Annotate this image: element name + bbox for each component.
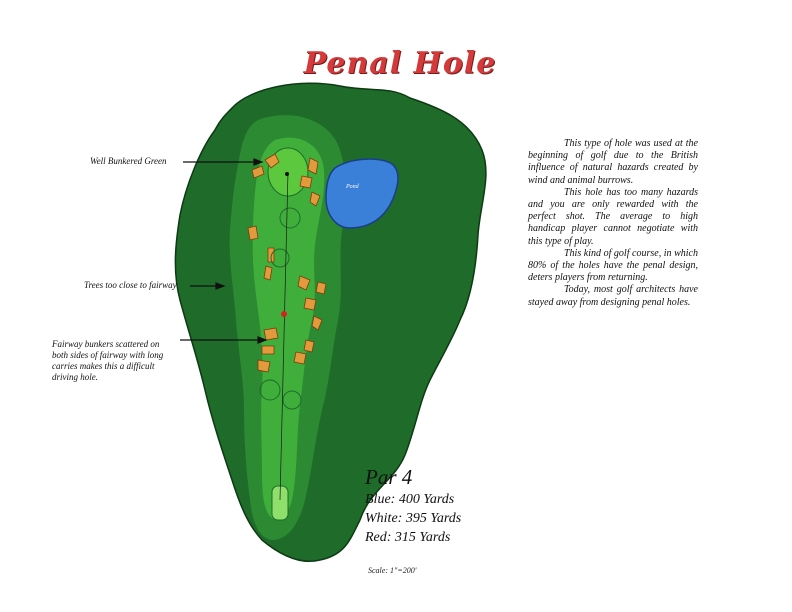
par-title: Par 4 [365,465,413,489]
bunker [316,282,326,294]
par-info [365,464,461,547]
bunker [264,328,278,340]
scale-label: Scale: 1"=200' [368,566,417,575]
page-title: Penal Hole [303,46,497,81]
description-paragraph: This kind of golf course, in which 80% of the holes have the penal design, deters players from returning. [528,247,698,284]
description-paragraph: This hole has too many hazards and you are only rewarded with the perfect shot. The average to high handicap player cannot negotiate with this type of play. [528,186,698,247]
flag-pin [285,172,289,176]
callout-green: Well Bunkered Green [90,156,167,166]
bunker [294,352,306,364]
bunker [300,176,312,188]
pond-label: Pond [346,184,359,190]
landing-marker [281,311,287,317]
bunker [248,226,258,240]
bunker [304,298,316,310]
description-paragraph: This type of hole was used at the beginning of golf due to the British influence of natural hazards created by wind and animal burrows. [528,138,698,186]
blue-yards: Blue: 400 Yards [365,492,455,507]
red-yards: Red: 315 Yards [365,530,451,545]
bunker [262,346,274,354]
bunker [304,340,314,352]
white-yards: White: 395 Yards [365,511,462,526]
description [528,138,698,309]
bunker [258,360,270,372]
description-paragraph: Today, most golf architects have stayed away from designing penal holes. [528,284,698,308]
callout-bunkers: Fairway bunkers scattered on both sides of fairway with long carries makes this a difficult driving hole. [52,339,164,382]
callout-trees: Trees too close to fairway [84,280,177,290]
